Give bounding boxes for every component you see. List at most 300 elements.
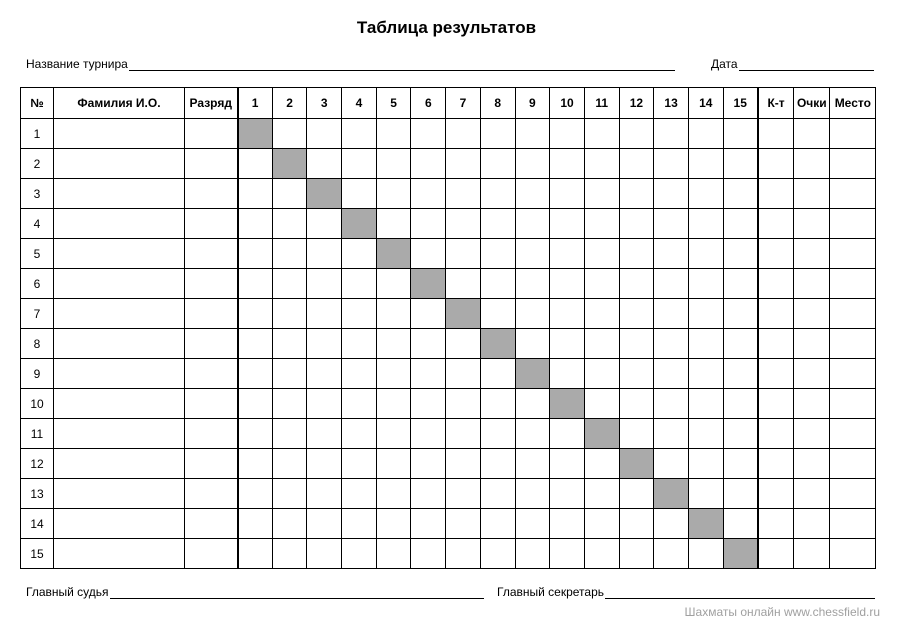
game-result-cell[interactable] [480,209,515,239]
game-result-cell[interactable] [723,509,758,539]
game-result-cell[interactable] [238,269,273,299]
game-result-cell[interactable] [584,509,619,539]
game-result-cell[interactable] [584,119,619,149]
game-result-cell[interactable] [688,149,723,179]
coefficient-cell[interactable] [758,419,794,449]
game-result-cell[interactable] [307,479,342,509]
game-result-cell[interactable] [619,179,654,209]
game-result-cell[interactable] [446,209,481,239]
game-result-cell[interactable] [723,149,758,179]
game-result-cell[interactable] [480,119,515,149]
game-result-cell[interactable] [654,299,689,329]
coefficient-cell[interactable] [758,149,794,179]
tournament-name-line[interactable] [129,58,675,71]
coefficient-cell[interactable] [758,269,794,299]
coefficient-cell[interactable] [758,359,794,389]
game-result-cell[interactable] [342,149,377,179]
game-result-cell[interactable] [307,269,342,299]
game-result-cell[interactable] [342,239,377,269]
game-result-cell[interactable] [550,149,585,179]
game-result-cell[interactable] [619,539,654,569]
game-result-cell[interactable] [376,359,411,389]
game-result-cell[interactable] [654,449,689,479]
rank-cell[interactable] [185,509,238,539]
points-cell[interactable] [794,269,830,299]
game-result-cell[interactable] [480,509,515,539]
game-result-cell[interactable] [272,449,307,479]
game-result-cell[interactable] [376,509,411,539]
game-result-cell[interactable] [584,359,619,389]
chief-judge-line[interactable] [110,586,484,599]
game-result-cell[interactable] [480,449,515,479]
rank-cell[interactable] [185,419,238,449]
game-result-cell[interactable] [480,359,515,389]
game-result-cell[interactable] [411,449,446,479]
player-name-cell[interactable] [54,209,185,239]
rank-cell[interactable] [185,539,238,569]
game-result-cell[interactable] [238,239,273,269]
rank-cell[interactable] [185,239,238,269]
rank-cell[interactable] [185,389,238,419]
player-name-cell[interactable] [54,509,185,539]
player-name-cell[interactable] [54,329,185,359]
place-cell[interactable] [830,419,876,449]
rank-cell[interactable] [185,119,238,149]
game-result-cell[interactable] [619,329,654,359]
game-result-cell[interactable] [342,179,377,209]
game-result-cell[interactable] [550,299,585,329]
game-result-cell[interactable] [723,179,758,209]
game-result-cell[interactable] [238,329,273,359]
game-result-cell[interactable] [342,479,377,509]
game-result-cell[interactable] [342,449,377,479]
game-result-cell[interactable] [446,179,481,209]
game-result-cell[interactable] [238,479,273,509]
table-row [21,509,876,539]
game-result-cell[interactable] [688,539,723,569]
points-cell[interactable] [794,449,830,479]
game-result-cell[interactable] [446,449,481,479]
game-result-cell[interactable] [723,329,758,359]
points-cell[interactable] [794,389,830,419]
table-row [21,329,876,359]
rank-cell[interactable] [185,359,238,389]
game-result-cell[interactable] [342,509,377,539]
coefficient-cell[interactable] [758,239,794,269]
game-result-cell[interactable] [480,539,515,569]
game-result-cell[interactable] [550,419,585,449]
game-result-cell[interactable] [550,539,585,569]
game-result-cell[interactable] [307,359,342,389]
player-name-cell[interactable] [54,389,185,419]
game-result-cell[interactable] [238,389,273,419]
game-result-cell[interactable] [411,299,446,329]
game-result-cell[interactable] [411,479,446,509]
game-result-cell[interactable] [515,539,550,569]
game-result-cell[interactable] [238,449,273,479]
game-result-cell[interactable] [272,329,307,359]
game-result-cell[interactable] [654,239,689,269]
game-result-cell[interactable] [550,119,585,149]
game-result-cell[interactable] [480,239,515,269]
game-result-cell[interactable] [619,209,654,239]
game-result-cell[interactable] [307,329,342,359]
game-result-cell[interactable] [272,179,307,209]
game-result-cell[interactable] [723,119,758,149]
game-result-cell[interactable] [376,539,411,569]
game-result-cell[interactable] [515,149,550,179]
game-result-cell[interactable] [307,239,342,269]
game-result-cell[interactable] [515,479,550,509]
game-result-cell[interactable] [515,329,550,359]
points-cell[interactable] [794,419,830,449]
game-result-cell[interactable] [480,479,515,509]
place-cell[interactable] [830,509,876,539]
game-result-cell[interactable] [307,449,342,479]
game-result-cell[interactable] [272,479,307,509]
game-result-cell[interactable] [584,479,619,509]
game-result-cell[interactable] [446,269,481,299]
points-cell[interactable] [794,359,830,389]
player-name-cell[interactable] [54,449,185,479]
game-result-cell[interactable] [550,179,585,209]
game-result-cell[interactable] [480,299,515,329]
game-result-cell[interactable] [619,119,654,149]
place-cell[interactable] [830,119,876,149]
player-name-cell[interactable] [54,269,185,299]
row-number: 2 [21,149,54,179]
game-result-cell[interactable] [584,209,619,239]
game-result-cell[interactable] [550,509,585,539]
game-result-cell[interactable] [376,209,411,239]
game-result-cell[interactable] [515,209,550,239]
place-cell[interactable] [830,149,876,179]
game-result-cell[interactable] [411,389,446,419]
game-result-cell[interactable] [272,509,307,539]
game-result-cell[interactable] [307,299,342,329]
game-result-cell[interactable] [584,269,619,299]
game-result-cell[interactable] [411,209,446,239]
game-result-cell[interactable] [272,389,307,419]
game-result-cell[interactable] [342,119,377,149]
game-result-cell[interactable] [584,449,619,479]
rank-cell[interactable] [185,209,238,239]
points-cell[interactable] [794,479,830,509]
game-result-cell[interactable] [376,479,411,509]
game-result-cell[interactable] [654,269,689,299]
game-result-cell[interactable] [376,329,411,359]
coefficient-cell[interactable] [758,389,794,419]
table-row [21,539,876,569]
player-name-cell[interactable] [54,419,185,449]
game-result-cell[interactable] [446,509,481,539]
game-result-cell[interactable] [515,509,550,539]
game-result-cell[interactable] [307,419,342,449]
coefficient-cell[interactable] [758,179,794,209]
game-result-cell[interactable] [723,209,758,239]
game-result-cell[interactable] [238,179,273,209]
points-cell[interactable] [794,119,830,149]
game-result-cell[interactable] [238,419,273,449]
game-result-cell[interactable] [688,239,723,269]
column-header: 11 [584,88,619,119]
player-name-cell[interactable] [54,539,185,569]
game-result-cell[interactable] [446,119,481,149]
game-result-cell[interactable] [723,239,758,269]
game-result-cell[interactable] [619,419,654,449]
table-row [21,389,876,419]
place-cell[interactable] [830,329,876,359]
game-result-cell[interactable] [688,419,723,449]
game-result-cell[interactable] [515,239,550,269]
coefficient-cell[interactable] [758,539,794,569]
game-result-cell[interactable] [272,239,307,269]
place-cell[interactable] [830,359,876,389]
game-result-cell[interactable] [584,299,619,329]
game-result-cell[interactable] [446,479,481,509]
table-row [21,359,876,389]
points-cell[interactable] [794,179,830,209]
game-result-cell[interactable] [342,359,377,389]
place-cell[interactable] [830,389,876,419]
game-result-cell[interactable] [307,209,342,239]
game-result-cell[interactable] [654,119,689,149]
coefficient-cell[interactable] [758,479,794,509]
place-cell[interactable] [830,209,876,239]
player-name-cell[interactable] [54,359,185,389]
game-result-cell[interactable] [654,539,689,569]
game-result-cell[interactable] [238,359,273,389]
game-result-cell[interactable] [688,479,723,509]
game-result-cell[interactable] [272,269,307,299]
game-result-cell[interactable] [550,449,585,479]
game-result-cell[interactable] [446,359,481,389]
game-result-cell[interactable] [411,329,446,359]
player-name-cell[interactable] [54,479,185,509]
points-cell[interactable] [794,239,830,269]
game-result-cell[interactable] [550,239,585,269]
game-result-cell[interactable] [654,149,689,179]
game-result-cell[interactable] [688,179,723,209]
game-result-cell[interactable] [619,389,654,419]
game-result-cell[interactable] [411,539,446,569]
game-result-cell[interactable] [723,359,758,389]
rank-cell[interactable] [185,329,238,359]
game-result-cell[interactable] [723,299,758,329]
game-result-cell[interactable] [515,389,550,419]
game-result-cell[interactable] [584,239,619,269]
game-result-cell[interactable] [584,329,619,359]
game-result-cell[interactable] [272,359,307,389]
game-result-cell[interactable] [272,419,307,449]
results-table [20,87,876,569]
column-header: № [21,88,54,119]
game-result-cell[interactable] [654,509,689,539]
game-result-cell[interactable] [411,149,446,179]
game-result-cell[interactable] [342,539,377,569]
game-result-cell[interactable] [688,299,723,329]
game-result-cell[interactable] [376,299,411,329]
game-result-cell[interactable] [619,509,654,539]
coefficient-cell[interactable] [758,509,794,539]
game-result-cell[interactable] [654,329,689,359]
game-result-cell[interactable] [376,449,411,479]
player-name-cell[interactable] [54,149,185,179]
game-result-cell[interactable] [723,269,758,299]
game-result-cell[interactable] [550,479,585,509]
game-result-cell[interactable] [342,419,377,449]
game-result-cell[interactable] [411,239,446,269]
points-cell[interactable] [794,209,830,239]
player-name-cell[interactable] [54,119,185,149]
rank-cell[interactable] [185,449,238,479]
game-result-cell[interactable] [619,149,654,179]
rank-cell[interactable] [185,149,238,179]
game-result-cell[interactable] [342,269,377,299]
game-result-cell[interactable] [480,389,515,419]
game-result-cell[interactable] [307,539,342,569]
game-result-cell[interactable] [307,149,342,179]
game-result-cell[interactable] [515,449,550,479]
points-cell[interactable] [794,539,830,569]
points-cell[interactable] [794,299,830,329]
game-result-cell[interactable] [619,359,654,389]
game-result-cell[interactable] [238,209,273,239]
game-result-cell[interactable] [584,179,619,209]
game-result-cell[interactable] [480,149,515,179]
chief-judge-label: Главный судья [26,585,109,599]
game-result-cell[interactable] [619,299,654,329]
game-result-cell[interactable] [688,449,723,479]
game-result-cell[interactable] [584,389,619,419]
game-result-cell[interactable] [723,449,758,479]
column-header: 1 [238,88,273,119]
game-result-cell[interactable] [376,389,411,419]
rank-cell[interactable] [185,269,238,299]
game-result-cell[interactable] [584,539,619,569]
game-result-cell[interactable] [723,419,758,449]
game-result-cell[interactable] [550,209,585,239]
game-result-cell[interactable] [411,509,446,539]
game-result-cell[interactable] [654,389,689,419]
game-result-cell[interactable] [446,389,481,419]
game-result-cell[interactable] [723,479,758,509]
game-result-cell[interactable] [688,209,723,239]
game-result-cell[interactable] [342,299,377,329]
place-cell[interactable] [830,479,876,509]
coefficient-cell[interactable] [758,299,794,329]
game-result-cell[interactable] [688,329,723,359]
game-result-cell[interactable] [238,509,273,539]
game-result-cell[interactable] [446,329,481,359]
game-result-cell[interactable] [238,539,273,569]
game-result-cell[interactable] [342,389,377,419]
game-result-cell[interactable] [376,119,411,149]
game-result-cell[interactable] [307,509,342,539]
game-result-cell[interactable] [584,149,619,179]
game-result-cell[interactable] [272,299,307,329]
game-result-cell[interactable] [446,419,481,449]
game-result-cell[interactable] [376,419,411,449]
points-cell[interactable] [794,509,830,539]
place-cell[interactable] [830,299,876,329]
game-result-cell[interactable] [515,299,550,329]
place-cell[interactable] [830,269,876,299]
game-result-cell[interactable] [307,389,342,419]
place-cell[interactable] [830,539,876,569]
game-result-cell[interactable] [376,179,411,209]
game-result-cell[interactable] [411,419,446,449]
game-result-cell[interactable] [307,119,342,149]
game-result-cell[interactable] [550,329,585,359]
player-name-cell[interactable] [54,239,185,269]
player-name-cell[interactable] [54,179,185,209]
game-result-cell[interactable] [550,269,585,299]
game-result-cell[interactable] [688,389,723,419]
game-result-cell[interactable] [480,179,515,209]
coefficient-cell[interactable] [758,329,794,359]
game-result-cell[interactable] [688,269,723,299]
game-result-cell[interactable] [688,119,723,149]
game-result-cell[interactable] [272,209,307,239]
game-result-cell[interactable] [688,359,723,389]
game-result-cell[interactable] [446,149,481,179]
coefficient-cell[interactable] [758,209,794,239]
coefficient-cell[interactable] [758,119,794,149]
game-result-cell[interactable] [515,419,550,449]
rank-cell[interactable] [185,179,238,209]
game-result-cell[interactable] [272,119,307,149]
game-result-cell[interactable] [654,359,689,389]
game-result-cell[interactable] [515,119,550,149]
game-result-cell[interactable] [446,539,481,569]
game-result-cell[interactable] [480,269,515,299]
game-result-cell[interactable] [619,269,654,299]
chief-secretary-line[interactable] [605,586,875,599]
game-result-cell[interactable] [446,239,481,269]
game-result-cell[interactable] [411,119,446,149]
game-result-cell[interactable] [723,389,758,419]
game-result-cell[interactable] [654,209,689,239]
rank-cell[interactable] [185,299,238,329]
place-cell[interactable] [830,449,876,479]
game-result-cell[interactable] [619,239,654,269]
game-result-cell[interactable] [376,149,411,179]
game-result-cell[interactable] [515,179,550,209]
player-name-cell[interactable] [54,299,185,329]
game-result-cell[interactable] [654,419,689,449]
game-result-cell[interactable] [411,359,446,389]
game-result-cell[interactable] [480,419,515,449]
rank-cell[interactable] [185,479,238,509]
game-result-cell[interactable] [376,269,411,299]
coefficient-cell[interactable] [758,449,794,479]
game-result-cell[interactable] [238,299,273,329]
game-result-cell[interactable] [411,179,446,209]
game-result-cell[interactable] [342,329,377,359]
game-result-cell[interactable] [550,359,585,389]
game-result-cell[interactable] [619,479,654,509]
game-result-cell[interactable] [654,179,689,209]
game-result-cell[interactable] [515,269,550,299]
points-cell[interactable] [794,149,830,179]
date-line[interactable] [739,58,874,71]
game-result-cell[interactable] [272,539,307,569]
game-result-cell[interactable] [238,149,273,179]
place-cell[interactable] [830,179,876,209]
points-cell[interactable] [794,329,830,359]
place-cell[interactable] [830,239,876,269]
